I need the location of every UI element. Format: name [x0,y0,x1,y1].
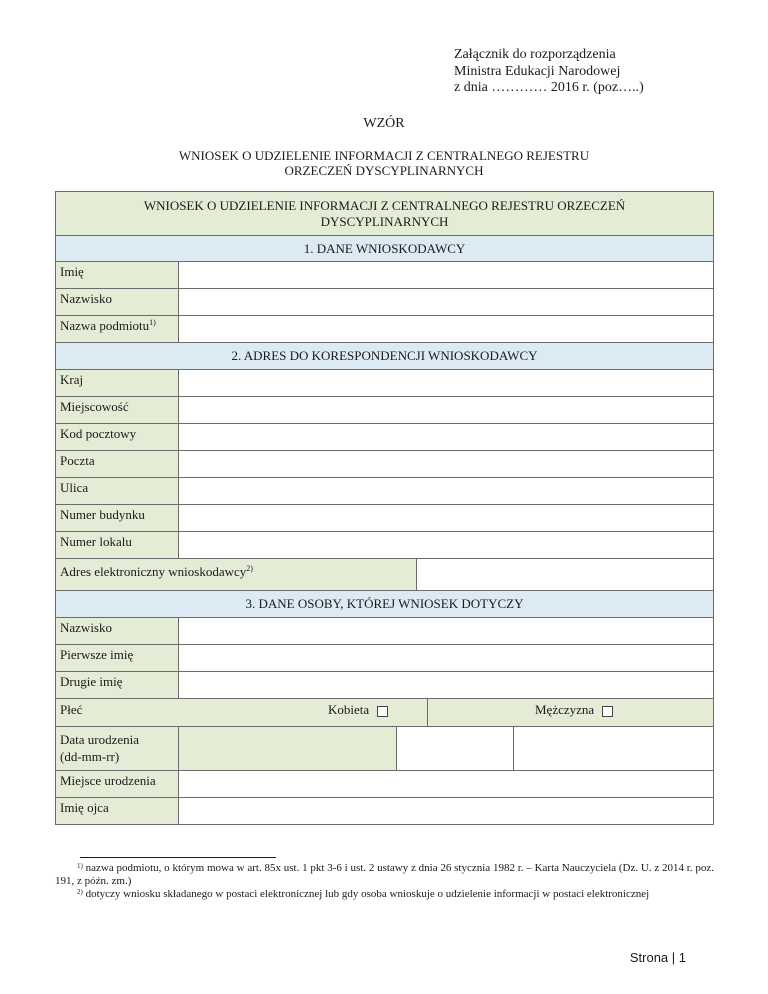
input-ulica[interactable] [178,477,714,505]
footnote-ref-1: 1) [149,318,156,327]
label-adres-elektroniczny [55,558,417,591]
input-nazwisko[interactable] [178,288,714,316]
label-drugie-imie: Drugie imię [55,671,179,699]
input-nazwa-podmiotu[interactable] [178,315,714,343]
option-mezczyzna-label: Mężczyzna [535,702,595,717]
page-number: Strona | 1 [629,950,686,965]
input-pierwsze-imie[interactable] [178,644,714,672]
checkbox-mezczyzna-icon[interactable] [602,706,613,717]
section-1-header: 1. DANE WNIOSKODAWCY [55,235,714,262]
label-kraj: Kraj [55,369,179,397]
footnote-1 [55,862,714,888]
label-nazwa-podmiotu-text: Nazwa podmiotu [60,318,150,333]
label-plec: Płeć [60,702,83,717]
input-miesiac-rok[interactable] [513,726,714,771]
input-poczta[interactable] [178,450,714,478]
footnote-1-mark: 1) [77,862,83,870]
document-title-line-1: WNIOSEK O UDZIELENIE INFORMACJI Z CENTRALNEGO REJESTRU [178,148,590,163]
form-title-line-1: WNIOSEK O UDZIELENIE INFORMACJI Z CENTRALNEGO REJESTRU ORZECZEŃ [143,197,626,213]
label-adres-elektroniczny-text: Adres elektroniczny wnioskodawcy [60,564,247,579]
label-data-urodzenia-line-1: Data urodzenia [60,732,140,747]
option-kobieta[interactable] [328,702,388,718]
input-kraj[interactable] [178,369,714,397]
checkbox-kobieta-icon[interactable] [377,706,388,717]
input-imie-ojca[interactable] [178,797,714,825]
input-kod-pocztowy[interactable] [178,423,714,451]
document-title [120,148,648,178]
gender-row [55,698,714,727]
label-miejsce-urodzenia: Miejsce urodzenia [55,770,179,798]
label-nazwa-podmiotu [55,315,179,343]
form-title-line-2: DYSCYPLINARNYCH [320,213,449,229]
input-nazwisko-osoby[interactable] [178,617,714,645]
option-kobieta-label: Kobieta [328,702,370,717]
label-ulica: Ulica [55,477,179,505]
input-adres-elektroniczny[interactable] [416,558,714,591]
input-numer-lokalu[interactable] [178,531,714,559]
footnote-2-mark: 2) [77,888,83,896]
footnotes [55,862,714,901]
label-nazwisko: Nazwisko [55,288,179,316]
footnote-1-text: nazwa podmiotu, o którym mowa w art. 85x ust. 1 pkt 3-6 i ust. 2 ustawy z dnia 26 stycznia 1982 r. – Karta Nauczyciela (Dz. U. z 2014 r. poz. 191, z późn. zm.) [55,862,715,887]
input-numer-budynku[interactable] [178,504,714,532]
template-label: WZÓR [363,116,405,131]
input-imie[interactable] [178,261,714,289]
annex-line-3: z dnia ………… 2016 r. (poz…..) [454,80,644,95]
label-pierwsze-imie: Pierwsze imię [55,644,179,672]
label-kod-pocztowy: Kod pocztowy [55,423,179,451]
footnote-ref-2: 2) [246,564,253,573]
annex-line-2: Ministra Edukacji Narodowej [454,63,621,79]
label-imie: Imię [55,261,179,289]
form-title [55,191,714,236]
footnote-2 [55,888,714,901]
gender-divider [427,698,428,727]
option-mezczyzna[interactable] [535,702,613,718]
annex-note [454,47,644,97]
date-filler [178,726,397,771]
label-numer-lokalu: Numer lokalu [55,531,179,559]
annex-line-1: Załącznik do rozporządzenia [454,47,616,62]
footnote-separator [80,857,276,858]
input-dzien[interactable] [396,726,514,771]
label-data-urodzenia [55,726,179,771]
section-3-header: 3. DANE OSOBY, KTÓREJ WNIOSEK DOTYCZY [55,590,714,618]
input-miejscowosc[interactable] [178,396,714,424]
label-imie-ojca: Imię ojca [55,797,179,825]
section-2-header: 2. ADRES DO KORESPONDENCJI WNIOSKODAWCY [55,342,714,370]
document-title-line-2: ORZECZEŃ DYSCYPLINARNYCH [284,163,484,178]
label-poczta: Poczta [55,450,179,478]
label-numer-budynku: Numer budynku [55,504,179,532]
input-drugie-imie[interactable] [178,671,714,699]
input-miejsce-urodzenia[interactable] [178,770,714,798]
label-nazwisko-osoby: Nazwisko [55,617,179,645]
label-miejscowosc: Miejscowość [55,396,179,424]
label-data-urodzenia-line-2: (dd-mm-rr) [60,749,120,764]
footnote-2-text: dotyczy wniosku składanego w postaci elektronicznej lub gdy osoba wnioskuje o udzielenie informacji w postaci elektronicznej [85,888,650,900]
